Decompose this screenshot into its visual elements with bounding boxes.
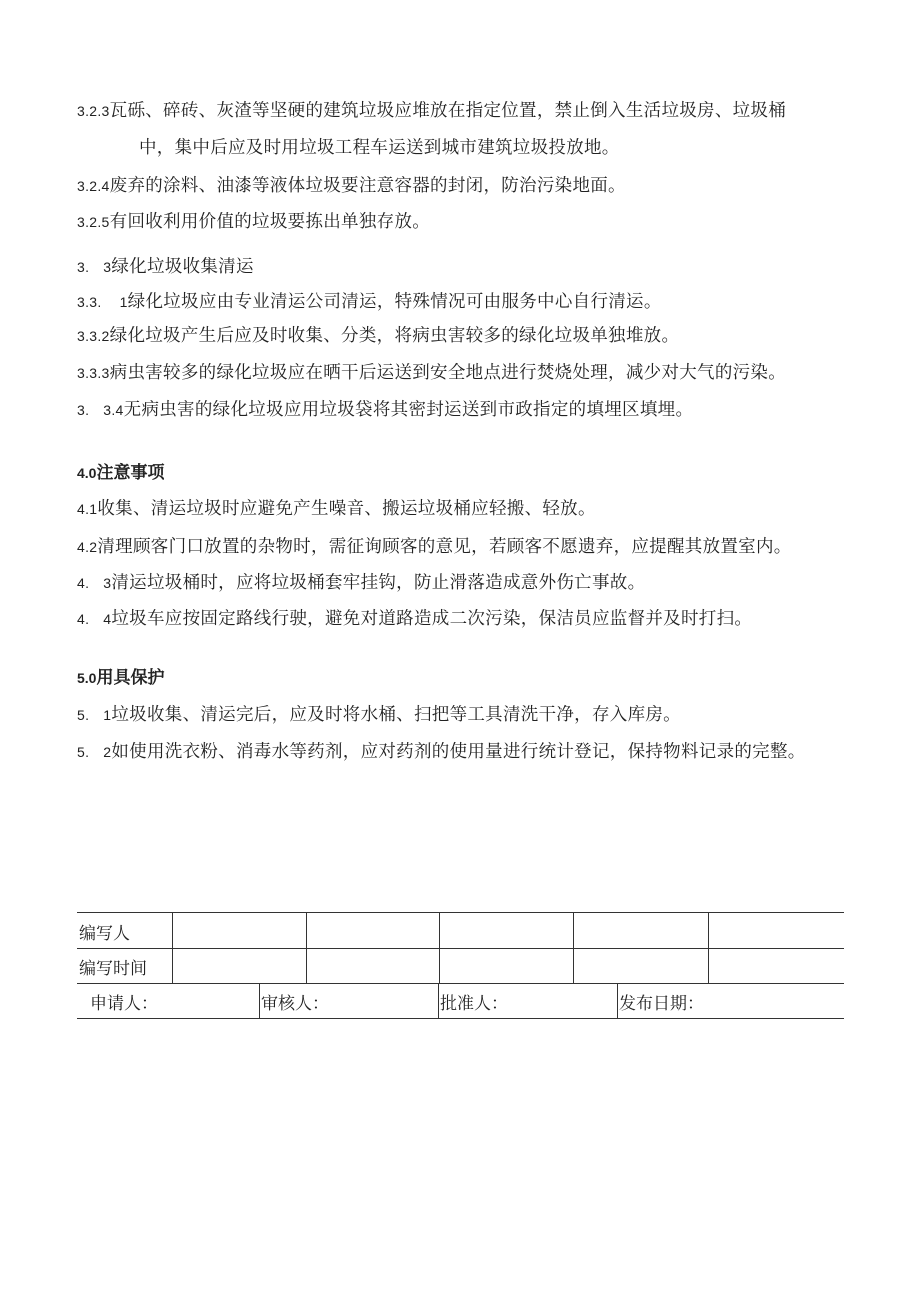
release-date-label: 发布日期： [619, 994, 704, 1013]
clause-text: 绿化垃圾产生后应及时收集、分类，将病虫害较多的绿化垃圾单独堆放。 [109, 326, 680, 346]
section-number: 5.0 [77, 670, 97, 686]
clause-number: 4 [103, 611, 112, 627]
table-divider [617, 983, 618, 1018]
table-border-top [77, 912, 844, 913]
table-border-row1 [77, 948, 844, 949]
clause-3-2-5 [77, 211, 430, 233]
clause-text: 绿化垃圾应由专业清运公司清运，特殊情况可由服务中心自行清运。 [127, 292, 662, 312]
clause-text: 清运垃圾桶时，应将垃圾桶套牢挂钩，防止滑落造成意外伤亡事故。 [111, 573, 646, 593]
section-title: 用具保护 [96, 668, 165, 687]
applicant-label: 申请人： [90, 994, 158, 1013]
clause-3-3-2 [77, 325, 679, 347]
clause-text: 瓦砾、碎砖、灰渣等坚硬的建筑垃圾应堆放在指定位置，禁止倒入生活垃圾房、垃圾桶 [109, 101, 787, 121]
clause-text: 有回收利用价值的垃圾要拣出单独存放。 [109, 212, 431, 232]
clause-4-2 [77, 536, 792, 558]
section-heading-5 [77, 667, 164, 689]
clause-number: 3.2.5 [77, 214, 110, 230]
clause-3-3-4 [77, 399, 693, 421]
clause-3-3-1 [77, 291, 662, 313]
clause-number: 3.3. [77, 294, 102, 310]
table-divider [708, 912, 709, 983]
table-border-row2 [77, 983, 844, 984]
clause-number: 3.3.2 [77, 328, 110, 344]
signature-table [77, 912, 844, 1019]
table-divider [438, 983, 439, 1018]
clause-text: 无病虫害的绿化垃圾应用垃圾袋将其密封运送到市政指定的填埋区填埋。 [123, 400, 694, 420]
clause-3-3-3 [77, 362, 786, 384]
clause-number: 3. [77, 402, 90, 418]
section-title: 注意事项 [96, 463, 165, 482]
clause-number: 3.4 [103, 402, 124, 418]
clause-text: 垃圾收集、清运完后，应及时将水桶、扫把等工具清洗干净，存入库房。 [111, 705, 681, 725]
clause-number: 3.3.3 [77, 365, 110, 381]
clause-text: 中，集中后应及时用垃圾工程车运送到城市建筑垃圾投放地。 [139, 138, 620, 158]
clause-number: 3.2.3 [77, 103, 110, 119]
clause-5-1 [77, 704, 681, 726]
clause-number: 1 [119, 294, 128, 310]
clause-3-2-3 [77, 100, 786, 122]
clause-number: 1 [103, 707, 112, 723]
clause-4-3 [77, 572, 645, 594]
clause-text: 病虫害较多的绿化垃圾应在晒干后运送到安全地点进行焚烧处理，减少对大气的污染。 [109, 363, 787, 383]
author-time-label: 编写时间 [79, 959, 147, 978]
section-heading-4 [77, 462, 164, 484]
clause-text: 垃圾车应按固定路线行驶，避免对道路造成二次污染，保洁员应监督并及时打扫。 [111, 609, 753, 629]
clause-text: 清理顾客门口放置的杂物时，需征询顾客的意见，若顾客不愿遗弃，应提醒其放置室内。 [97, 537, 792, 557]
clause-text: 废弃的涂料、油漆等液体垃圾要注意容器的封闭，防治污染地面。 [109, 176, 626, 196]
clause-text: 收集、清运垃圾时应避免产生噪音、搬运垃圾桶应轻搬、轻放。 [97, 499, 596, 519]
reviewer-label: 审核人： [261, 994, 329, 1013]
clause-number: 3 [103, 575, 112, 591]
clause-number: 2 [103, 744, 112, 760]
clause-4-1 [77, 498, 596, 520]
clause-number: 4. [77, 611, 90, 627]
clause-3-2-4 [77, 175, 626, 197]
table-divider [439, 912, 440, 983]
table-divider [306, 912, 307, 983]
clause-4-4 [77, 608, 752, 630]
author-label: 编写人 [79, 924, 130, 943]
clause-number: 5. [77, 707, 90, 723]
clause-heading-text: 绿化垃圾收集清运 [111, 257, 254, 277]
table-divider [259, 983, 260, 1018]
clause-3-3 [77, 256, 254, 278]
approver-label: 批准人： [440, 994, 508, 1013]
clause-number: 4.1 [77, 501, 98, 517]
table-border-bottom [77, 1018, 844, 1019]
clause-3-2-3-continuation [139, 137, 620, 159]
section-number: 4.0 [77, 465, 97, 481]
clause-number: 4.2 [77, 539, 98, 555]
table-divider [573, 912, 574, 983]
table-divider [172, 912, 173, 983]
clause-text: 如使用洗衣粉、消毒水等药剂，应对药剂的使用量进行统计登记，保持物料记录的完整。 [111, 742, 806, 762]
clause-number: 5. [77, 744, 90, 760]
clause-5-2 [77, 741, 806, 763]
clause-number: 3.2.4 [77, 178, 110, 194]
clause-number: 3. [77, 259, 90, 275]
clause-number: 4. [77, 575, 90, 591]
clause-number: 3 [103, 259, 112, 275]
